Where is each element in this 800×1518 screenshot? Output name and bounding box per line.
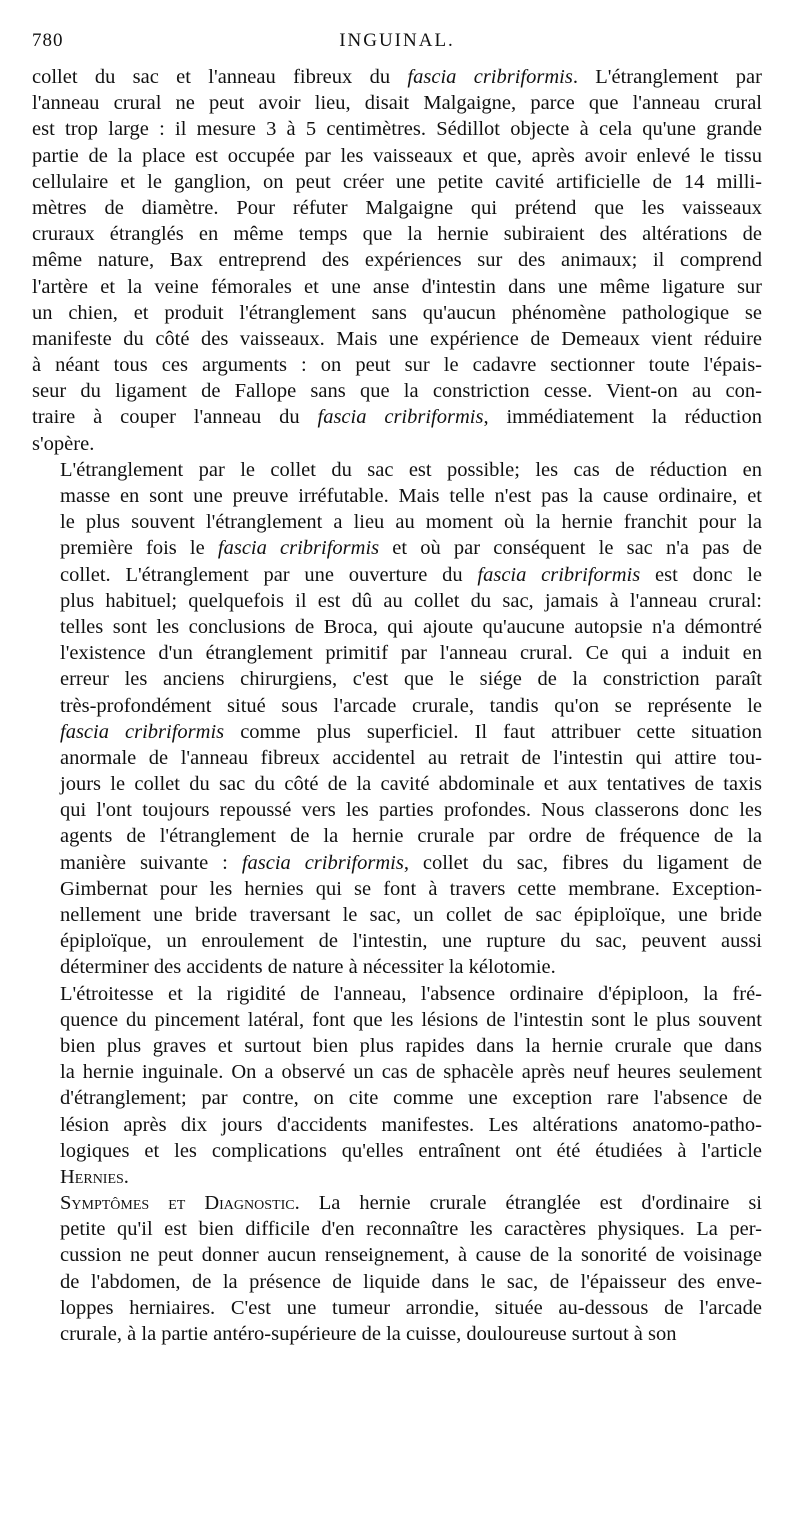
text-line: d'étranglement; par contre, on cite comme une exception rare l'absence de <box>60 1087 762 1110</box>
text-line: le plus souvent l'étranglement a lieu au moment où la hernie franchit pour la <box>60 511 762 534</box>
text-line: plus habituel; quelquefois il est dû au collet du sac, jamais à l'anneau crural: <box>60 589 762 612</box>
text-line: L'étroitesse et la rigidité de l'anneau, l'absence ordinaire d'épiploon, la fré- <box>60 982 762 1005</box>
text-line: nellement une bride traversant le sac, un collet de sac épiploïque, une bride <box>60 904 762 926</box>
text-line: masse en sont une preuve irréfutable. Mais telle n'est pas la cause ordinaire, et <box>60 485 762 507</box>
text-line: quence du pincement latéral, font que les lésions de l'intestin sont le plus souvent <box>60 1008 762 1031</box>
text-line: est trop large : il mesure 3 à 5 centimètres. Sédillot objecte à cela qu'une grande <box>32 118 762 141</box>
text-line: cruraux étranglés en même temps que la hernie subiraient des altérations de <box>32 223 762 246</box>
text-line: Gimbernat pour les hernies qui se font à travers cette membrane. Exception- <box>60 877 762 900</box>
text-line: jours le collet du sac du côté de la cavité abdominale et aux tentatives de taxis <box>60 773 762 796</box>
paragraph-4 <box>32 1190 762 1347</box>
text-line: à néant tous ces arguments : on peut sur le cadavre sectionner toute l'épais- <box>32 354 762 377</box>
page-number: 780 <box>32 30 64 51</box>
text-line: manifeste du côté des vaisseaux. Mais une expérience de Demeaux vient réduire <box>32 327 762 350</box>
text-line: l'existence d'un étranglement primitif par l'anneau crural. Ce qui a induit en <box>60 642 762 665</box>
text-line: cellulaire et le ganglion, on peut créer une petite cavité artificielle de 14 milli- <box>32 170 762 193</box>
text-line: cussion ne peut donner aucun renseignement, à cause de la sonorité de voisinage <box>60 1244 762 1267</box>
text-line: Hernies. <box>60 1165 129 1188</box>
page-header <box>32 30 762 58</box>
paragraph-2 <box>32 457 762 981</box>
text-line: Symptômes et Diagnostic. La hernie crurale étranglée est d'ordinaire si <box>60 1192 762 1215</box>
text-line: logiques et les complications qu'elles entraînent ont été étudiées à l'article <box>60 1139 762 1162</box>
text-line: de l'abdomen, de la présence de liquide dans le sac, de l'épaisseur des enve- <box>60 1270 762 1293</box>
text-line: un chien, et produit l'étranglement sans qu'aucun phénomène pathologique se <box>32 301 762 324</box>
text-line: partie de la place est occupée par les vaisseaux et que, après avoir enlevé le tissu <box>32 144 762 167</box>
text-line: crurale, à la partie antéro-supérieure de la cuisse, douloureuse surtout à son <box>60 1323 677 1345</box>
text-line: agents de l'étranglement de la hernie crurale par ordre de fréquence de la <box>60 825 762 848</box>
text-line: la hernie inguinale. On a observé un cas de sphacèle après neuf heures seulement <box>60 1061 762 1084</box>
text-line: L'étranglement par le collet du sac est possible; les cas de réduction en <box>60 458 762 481</box>
text-line: collet du sac et l'anneau fibreux du fascia cribriformis. L'étranglement par <box>32 66 762 88</box>
text-line: fascia cribriformis comme plus superficiel. Il faut attribuer cette situation <box>60 720 762 743</box>
text-line: l'artère et la veine fémorales et une anse d'intestin dans une même ligature sur <box>32 275 762 298</box>
text-line: qui l'ont toujours repoussé vers les parties profondes. Nous classerons donc les <box>60 799 762 822</box>
text-line: bien plus graves et surtout bien plus rapides dans la hernie crurale que dans <box>60 1034 762 1057</box>
text-line: lésion après dix jours d'accidents manifestes. Les altérations anatomo-patho- <box>60 1113 762 1136</box>
text-line: traire à couper l'anneau du fascia cribriformis, immédiatement la réduction <box>32 406 762 429</box>
text-line: première fois le fascia cribriformis et où par conséquent le sac n'a pas de <box>60 537 762 560</box>
text-line: déterminer des accidents de nature à nécessiter la kélotomie. <box>60 956 556 979</box>
text-line: anormale de l'anneau fibreux accidentel au retrait de l'intestin qui attire tou- <box>60 746 762 769</box>
paragraph-3 <box>32 981 762 1191</box>
body-text <box>32 64 762 1347</box>
text-line: collet. L'étranglement par une ouverture du fascia cribriformis est donc le <box>60 563 762 586</box>
text-line: seur du ligament de Fallope sans que la constriction cesse. Vient-on au con- <box>32 380 762 403</box>
text-line: manière suivante : fascia cribriformis, collet du sac, fibres du ligament de <box>60 851 762 874</box>
text-line: s'opère. <box>32 432 95 455</box>
text-line: très-profondément situé sous l'arcade crurale, tandis qu'on se représente le <box>60 694 762 717</box>
text-line: mètres de diamètre. Pour réfuter Malgaigne qui prétend que les vaisseaux <box>32 196 762 219</box>
running-head: INGUINAL. <box>339 30 455 51</box>
text-line: telles sont les conclusions de Broca, qui ajoute qu'aucune autopsie n'a démontré <box>60 615 762 638</box>
text-line: même nature, Bax entreprend des expériences sur des animaux; il comprend <box>32 249 762 272</box>
text-line: l'anneau crural ne peut avoir lieu, disait Malgaigne, parce que l'anneau crural <box>32 92 762 115</box>
paragraph-1 <box>32 64 762 457</box>
text-line: petite qu'il est bien difficile d'en reconnaître les caractères physiques. La per- <box>60 1218 762 1241</box>
text-line: loppes herniaires. C'est une tumeur arrondie, située au-dessous de l'arcade <box>60 1296 762 1319</box>
text-line: erreur les anciens chirurgiens, c'est que le siége de la constriction paraît <box>60 668 762 691</box>
text-line: épiploïque, un enroulement de l'intestin, une rupture du sac, peuvent aussi <box>60 930 762 953</box>
